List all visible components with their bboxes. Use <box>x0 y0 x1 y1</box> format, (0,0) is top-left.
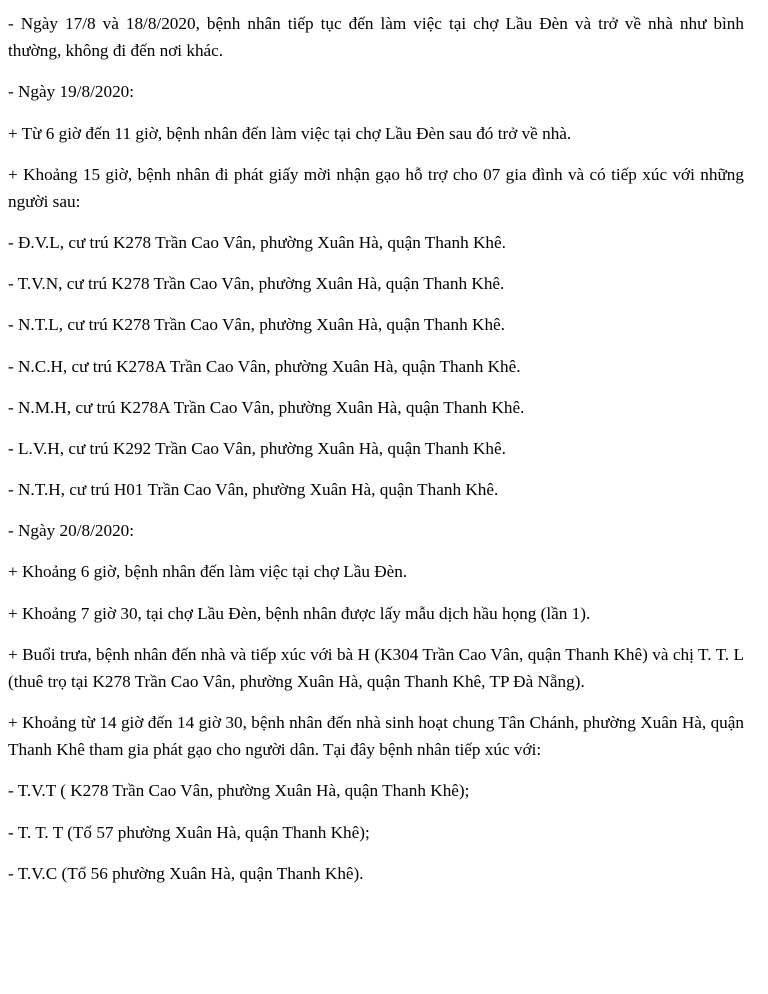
paragraph: + Khoảng 6 giờ, bệnh nhân đến làm việc tại chợ Lầu Đèn. <box>8 562 408 582</box>
paragraph: - N.T.L, cư trú K278 Trần Cao Vân, phường Xuân Hà, quận Thanh Khê. <box>8 315 505 335</box>
paragraph: + Từ 6 giờ đến 11 giờ, bệnh nhân đến làm việc tại chợ Lầu Đèn sau đó trở về nhà. <box>8 123 572 143</box>
paragraph: + Khoảng 15 giờ, bệnh nhân đi phát giấy mời nhận gạo hỗ trợ cho 07 gia đình và có tiếp xúc với những người sau: <box>8 164 744 211</box>
paragraph: - Đ.V.L, cư trú K278 Trần Cao Vân, phường Xuân Hà, quận Thanh Khê. <box>8 233 506 253</box>
paragraph: - Ngày 19/8/2020: <box>8 82 135 102</box>
paragraph: - N.C.H, cư trú K278A Trần Cao Vân, phường Xuân Hà, quận Thanh Khê. <box>8 356 521 376</box>
paragraph: - N.T.H, cư trú H01 Trần Cao Vân, phường Xuân Hà, quận Thanh Khê. <box>8 480 499 500</box>
paragraph: - Ngày 17/8 và 18/8/2020, bệnh nhân tiếp tục đến làm việc tại chợ Lầu Đèn và trở về nhà như bình thường, không đi đến nơi khác. <box>8 14 744 61</box>
paragraph: - Ngày 20/8/2020: <box>8 521 135 541</box>
paragraph: + Khoảng từ 14 giờ đến 14 giờ 30, bệnh nhân đến nhà sinh hoạt chung Tân Chánh, phường Xuân Hà, quận Thanh Khê tham gia phát gạo cho người dân. Tại đây bệnh nhân tiếp xúc với: <box>8 713 744 760</box>
paragraph: - T.V.N, cư trú K278 Trần Cao Vân, phường Xuân Hà, quận Thanh Khê. <box>8 274 505 294</box>
paragraph: - N.M.H, cư trú K278A Trần Cao Vân, phường Xuân Hà, quận Thanh Khê. <box>8 397 525 417</box>
paragraph: + Buổi trưa, bệnh nhân đến nhà và tiếp xúc với bà H (K304 Trần Cao Vân, quận Thanh Khê) và chị T. T. L (thuê trọ tại K278 Trần Cao Vân, phường Xuân Hà, quận Thanh Khê, TP Đà Nẵng). <box>8 644 744 691</box>
paragraph: - T.V.C (Tổ 56 phường Xuân Hà, quận Thanh Khê). <box>8 863 364 883</box>
paragraph: - L.V.H, cư trú K292 Trần Cao Vân, phường Xuân Hà, quận Thanh Khê. <box>8 438 506 458</box>
paragraph: + Khoảng 7 giờ 30, tại chợ Lầu Đèn, bệnh nhân được lấy mẫu dịch hầu họng (lần 1). <box>8 603 591 623</box>
paragraph: - T.V.T ( K278 Trần Cao Vân, phường Xuân Hà, quận Thanh Khê); <box>8 781 470 801</box>
paragraph: - T. T. T (Tổ 57 phường Xuân Hà, quận Thanh Khê); <box>8 822 370 842</box>
